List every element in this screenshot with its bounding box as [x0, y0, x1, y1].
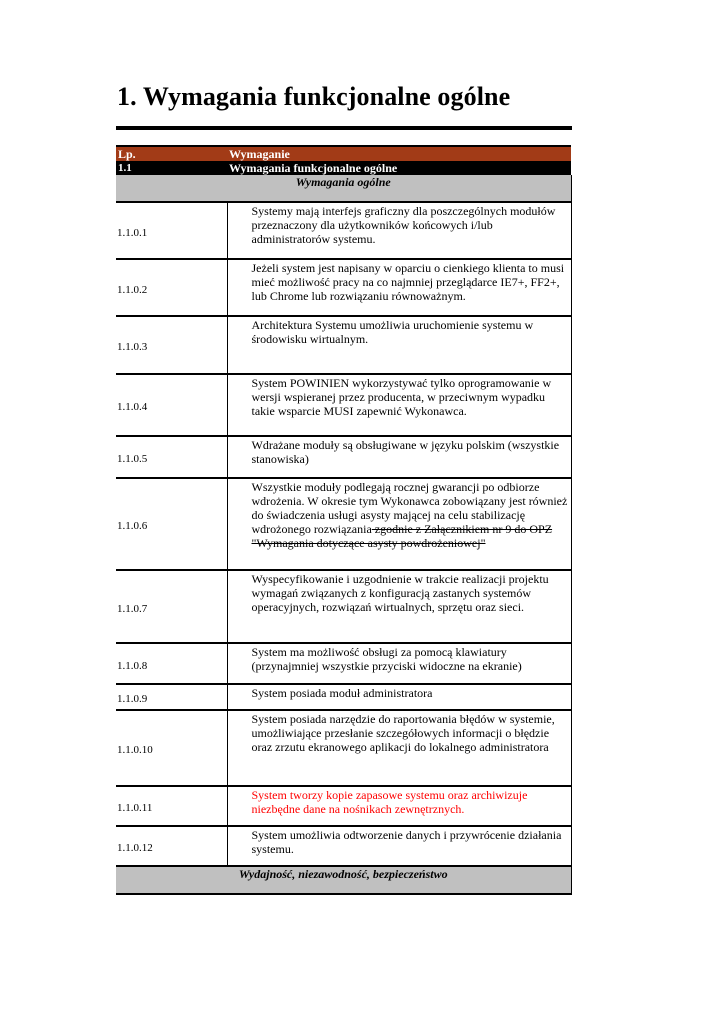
header-requirement: Wymaganie — [227, 146, 571, 161]
table-row — [116, 374, 571, 436]
page-title: 1. Wymagania funkcjonalne ogólne — [117, 82, 511, 111]
table-row — [116, 259, 571, 316]
requirement-text: System tworzy kopie zapasowe systemu oraz archiwizuje niezbędne dane na nośnikach zewnętrznych. — [227, 786, 571, 826]
section-number: 1.1 — [116, 161, 227, 175]
requirement-number: 1.1.0.2 — [116, 259, 227, 316]
requirement-number: 1.1.0.5 — [116, 436, 227, 478]
requirement-text — [227, 478, 571, 570]
requirement-number: 1.1.0.12 — [116, 826, 227, 866]
table-row — [116, 316, 571, 374]
section-row — [116, 161, 571, 175]
table-row — [116, 202, 571, 259]
requirement-text: Wyspecyfikowanie i uzgodnienie w trakcie realizacji projektu wymagań związanych z konfiguracją zastanych systemów operacyjnych, rozwiązań wirtualnych, sprzętu oraz sieci. — [227, 570, 571, 643]
group-title-performance: Wydajność, niezawodność, bezpieczeństwo — [116, 866, 571, 894]
table-row — [116, 710, 571, 786]
requirement-number: 1.1.0.8 — [116, 643, 227, 684]
requirement-number: 1.1.0.11 — [116, 786, 227, 826]
group-row-general — [116, 175, 571, 202]
requirement-text: System posiada moduł administratora — [227, 684, 571, 710]
requirement-number: 1.1.0.1 — [116, 202, 227, 259]
requirement-text: System umożliwia odtworzenie danych i przywrócenie działania systemu. — [227, 826, 571, 866]
table-row — [116, 436, 571, 478]
requirement-number: 1.1.0.7 — [116, 570, 227, 643]
table-row — [116, 684, 571, 710]
requirement-number: 1.1.0.6 — [116, 478, 227, 570]
requirement-text: System ma możliwość obsługi za pomocą klawiatury (przynajmniej wszystkie przyciski widoczne na ekranie) — [227, 643, 571, 684]
requirement-number: 1.1.0.3 — [116, 316, 227, 374]
requirement-number: 1.1.0.4 — [116, 374, 227, 436]
table-row — [116, 478, 571, 570]
table-header-row — [116, 146, 571, 161]
title-underline — [116, 126, 572, 130]
table-row — [116, 643, 571, 684]
requirement-text-main: Wszystkie moduły podlegają rocznej gwarancji po odbiorze wdrożenia. W okresie tym Wykonawca zobowiązany jest również do świadczenia usługi asysty mającej na celu stabilizację wdrożonego rozwiązania — [251, 480, 568, 536]
group-title-general: Wymagania ogólne — [116, 175, 571, 202]
requirement-text: Jeżeli system jest napisany w oparciu o cienkiego klienta to musi mieć możliwość pracy na co najmniej przeglądarce IE7+, FF2+, lub Chrome lub rozwiązaniu równoważnym. — [227, 259, 571, 316]
requirement-text: System POWINIEN wykorzystywać tylko oprogramowanie w wersji wspieranej przez producenta, w przeciwnym wypadku takie wsparcie MUSI zapewnić Wykonawca. — [227, 374, 571, 436]
requirement-text: Wdrażane moduły są obsługiwane w języku polskim (wszystkie stanowiska) — [227, 436, 571, 478]
table-row — [116, 826, 571, 866]
header-lp: Lp. — [116, 146, 227, 161]
requirement-text: System posiada narzędzie do raportowania błędów w systemie, umożliwiające przesłanie szczegółowych informacji o błędzie oraz zrzutu ekranowego aplikacji do lokalnego administratora — [227, 710, 571, 786]
group-row-performance — [116, 866, 571, 894]
table-row — [116, 570, 571, 643]
requirement-text-struck: zgodnie z Załącznikiem nr 9 do OPZ "Wymagania dotyczące asysty powdrożeniowej" — [251, 522, 553, 550]
table-row — [116, 786, 571, 826]
section-title: Wymagania funkcjonalne ogólne — [227, 161, 571, 175]
requirement-number: 1.1.0.9 — [116, 684, 227, 710]
requirement-text: Architektura Systemu umożliwia uruchomienie systemu w środowisku wirtualnym. — [227, 316, 571, 374]
requirement-number: 1.1.0.10 — [116, 710, 227, 786]
requirements-table — [116, 145, 572, 895]
requirement-text: Systemy mają interfejs graficzny dla poszczególnych modułów przeznaczony dla użytkowników końcowych i/lub administratorów systemu. — [227, 202, 571, 259]
